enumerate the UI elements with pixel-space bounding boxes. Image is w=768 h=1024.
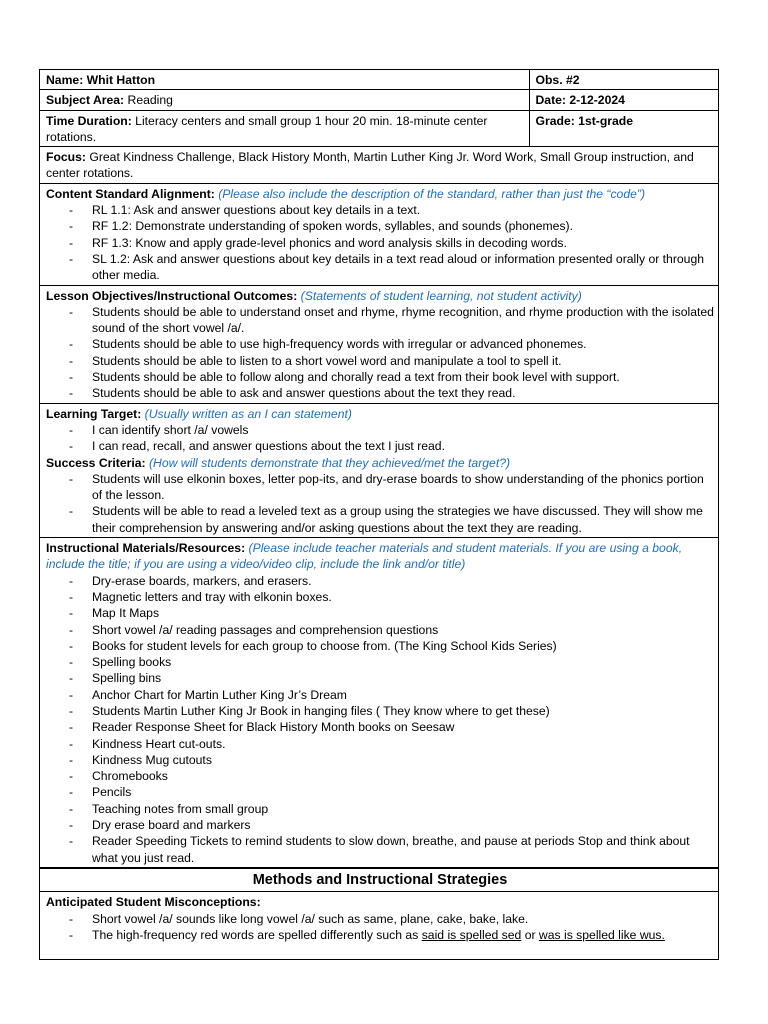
target-hint: (Usually written as an I can statement) <box>144 406 352 421</box>
row-methods-title <box>40 868 719 892</box>
target-list <box>46 422 714 455</box>
standards-hint: (Please also include the description of the standard, rather than just the “code”) <box>218 186 646 201</box>
grade-cell <box>529 110 719 147</box>
misconceptions-label: Anticipated Student Misconceptions: <box>46 895 261 910</box>
misconception-2-prefix: The high-frequency red words are spelled differently such as <box>92 927 419 942</box>
materials-label: Instructional Materials/Resources: <box>46 541 246 556</box>
target-label: Learning Target: <box>46 406 142 421</box>
focus-label: Focus: <box>46 150 86 165</box>
list-item: - Students should be able to understand onset and rhyme, rhyme recognition, and rhyme production with the isolated sound of the short vowel /a/. <box>92 304 714 337</box>
date-cell <box>529 90 719 110</box>
methods-title: Methods and Instructional Strategies <box>40 868 719 892</box>
list-item: - Students should be able to follow along and chorally read a text from their book level with support. <box>92 369 714 385</box>
materials-cell <box>40 538 719 868</box>
list-item: - Magnetic letters and tray with elkonin boxes. <box>92 589 714 605</box>
misconceptions-list <box>46 911 714 944</box>
row-learning-target <box>40 403 719 537</box>
row-name <box>40 70 719 90</box>
subject-cell <box>40 90 529 110</box>
name-cell <box>40 70 529 90</box>
success-hint: (How will students demonstrate that they achieved/met the target?) <box>148 455 511 470</box>
subject-label: Subject Area: <box>46 93 125 108</box>
row-time <box>40 110 719 147</box>
list-item: - SL 1.2: Ask and answer questions about key details in a text read aloud or information presented orally or through other media. <box>92 251 714 284</box>
misconceptions-cell <box>40 892 719 944</box>
list-item: - Kindness Heart cut-outs. <box>92 736 714 752</box>
misconception-2-underline-said: said is spelled sed <box>421 927 522 942</box>
list-item: - Teaching notes from small group <box>92 801 714 817</box>
standards-label: Content Standard Alignment: <box>46 186 215 201</box>
success-label: Success Criteria: <box>46 455 146 470</box>
row-standards <box>40 183 719 285</box>
list-item: - I can read, recall, and answer questions about the text I just read. <box>92 438 714 454</box>
list-item <box>92 927 714 943</box>
list-item: - Short vowel /a/ sounds like long vowel /a/ such as same, plane, cake, bake, lake. <box>92 911 714 927</box>
row-subject <box>40 90 719 110</box>
objectives-hint: (Statements of student learning, not student activity) <box>300 288 582 303</box>
list-item: - Short vowel /a/ reading passages and comprehension questions <box>92 622 714 638</box>
list-item: - Students will be able to read a leveled text as a group using the strategies we have discussed. They will show me their comprehension by answering and/or asking questions about the text they are reading. <box>92 503 714 536</box>
lesson-plan-table <box>40 70 719 944</box>
time-cell <box>40 110 529 147</box>
obs-cell <box>529 70 719 90</box>
row-materials <box>40 538 719 868</box>
list-item: - Anchor Chart for Martin Luther King Jr’s Dream <box>92 687 714 703</box>
list-item: - Map It Maps <box>92 605 714 621</box>
objectives-label: Lesson Objectives/Instructional Outcomes: <box>46 288 298 303</box>
list-item: - Books for student levels for each group to choose from. (The King School Kids Series) <box>92 638 714 654</box>
list-item: - Pencils <box>92 784 714 800</box>
objectives-list <box>46 304 714 402</box>
standards-cell <box>40 183 719 285</box>
list-item: - RF 1.2: Demonstrate understanding of spoken words, syllables, and sounds (phonemes). <box>92 218 714 234</box>
focus-value: Great Kindness Challenge, Black History Month, Martin Luther King Jr. Word Work, Small Group instruction, and center rotations. <box>46 150 694 181</box>
list-item: - Chromebooks <box>92 768 714 784</box>
success-criteria-heading <box>46 455 714 471</box>
list-item: - RL 1.1: Ask and answer questions about key details in a text. <box>92 202 714 218</box>
standards-list <box>46 202 714 283</box>
grade-label: Grade: 1st-grade <box>535 113 634 128</box>
success-list <box>46 471 714 536</box>
list-item: - Spelling bins <box>92 670 714 686</box>
list-item: - Dry-erase boards, markers, and erasers. <box>92 573 714 589</box>
list-item: - Students should be able to listen to a short vowel word and manipulate a tool to spell it. <box>92 353 714 369</box>
list-item: - I can identify short /a/ vowels <box>92 422 714 438</box>
list-item: - Students should be able to ask and answer questions about the text they read. <box>92 385 714 401</box>
obs-label: Obs. #2 <box>535 73 580 87</box>
lesson-plan-document <box>39 69 719 960</box>
time-value: Literacy centers and small group 1 hour 20 min. 18-minute center rotations. <box>46 113 488 144</box>
subject-value: Reading <box>127 93 173 108</box>
list-item: - Students should be able to use high-frequency words with irregular or advanced phonemes. <box>92 336 714 352</box>
time-label: Time Duration: <box>46 113 132 128</box>
list-item: - Reader Response Sheet for Black History Month books on Seesaw <box>92 719 714 735</box>
learning-target-cell <box>40 403 719 537</box>
misconception-2-middle: or <box>524 927 536 942</box>
row-misconceptions <box>40 892 719 944</box>
list-item: - Reader Speeding Tickets to remind students to slow down, breathe, and pause at periods Stop and think about what you just read. <box>92 833 714 866</box>
focus-cell <box>40 147 719 184</box>
list-item: - RF 1.3: Know and apply grade-level phonics and word analysis skills in decoding words. <box>92 235 714 251</box>
row-objectives <box>40 285 719 403</box>
misconception-2-underline-was: was is spelled like wus. <box>538 927 665 942</box>
list-item: - Kindness Mug cutouts <box>92 752 714 768</box>
list-item: - Spelling books <box>92 654 714 670</box>
list-item: - Dry erase board and markers <box>92 817 714 833</box>
objectives-cell <box>40 285 719 403</box>
list-item: - Students Martin Luther King Jr Book in hanging files ( They know where to get these) <box>92 703 714 719</box>
materials-hint: (Please include teacher materials and student materials. If you are using a book, include the title; if you are using a video/video clip, include the link and/or title) <box>46 541 683 572</box>
name-value: Whit Hatton <box>86 73 156 87</box>
date-label: Date: 2-12-2024 <box>535 93 625 108</box>
row-focus <box>40 147 719 184</box>
name-label: Name: <box>46 73 84 87</box>
list-item: - Students will use elkonin boxes, letter pop-its, and dry-erase boards to show understanding of the phonics portion of the lesson. <box>92 471 714 504</box>
materials-list <box>46 573 714 866</box>
